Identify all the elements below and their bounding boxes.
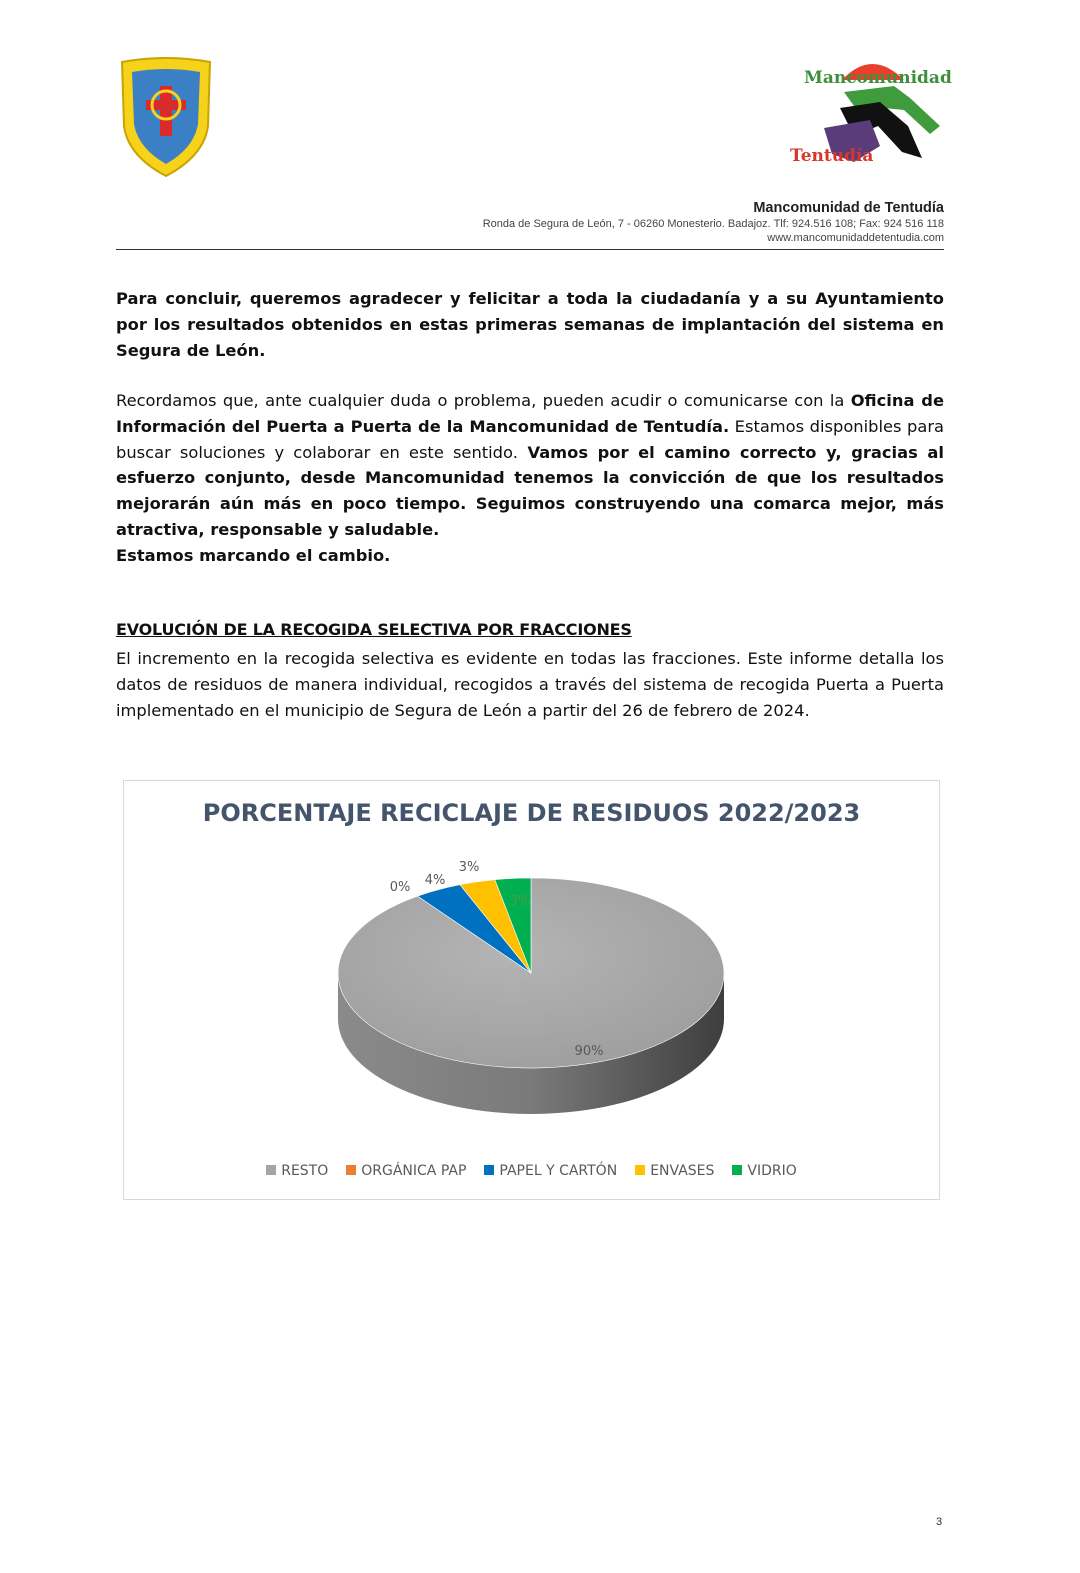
contact-paragraph xyxy=(116,388,944,543)
data-label-resto: 90% xyxy=(574,1044,604,1059)
section-heading: EVOLUCIÓN DE LA RECOGIDA SELECTIVA POR FRACCIONES xyxy=(116,620,632,639)
conviction-text: Vamos por el camino correcto y, gracias al esfuerzo conjunto, desde Mancomunidad tenemos la convicción de que los resultados mejorarán aún más en poco tiempo. Seguimos construyendo una comarca mejor, más atractiva, responsable y saludable. xyxy=(116,442,944,539)
organization-name: Mancomunidad de Tentudía xyxy=(753,200,944,216)
legend-swatch-organica xyxy=(346,1165,356,1175)
organization-website: www.mancomunidaddetentudia.com xyxy=(767,232,944,244)
header-divider xyxy=(116,249,944,250)
contact-text-intro: Recordamos que, ante cualquier duda o problema, pueden acudir o comunicarse con la xyxy=(116,391,851,410)
chart-legend xyxy=(124,1163,939,1179)
legend-label-envases: ENVASES xyxy=(650,1163,715,1179)
legend-item-papel xyxy=(484,1163,617,1179)
legend-label-resto: RESTO xyxy=(281,1163,329,1179)
legend-item-envases xyxy=(635,1163,714,1179)
legend-swatch-envases xyxy=(635,1165,645,1175)
slogan: Estamos marcando el cambio. xyxy=(116,546,391,565)
legend-item-resto xyxy=(266,1163,328,1179)
closing-paragraph: Para concluir, queremos agradecer y felicitar a toda la ciudadanía y a su Ayuntamiento por los resultados obtenidos en estas primeras semanas de implantación del sistema en Segura de León. xyxy=(116,289,944,360)
legend-item-organica xyxy=(346,1163,466,1179)
data-label-papel: 4% xyxy=(424,873,446,888)
legend-label-organica: ORGÁNICA PAP xyxy=(361,1163,467,1179)
office-name: Oficina de Información del Puerta a Puerta de la Mancomunidad de Tentudía. xyxy=(116,391,944,436)
pie-chart-canvas xyxy=(124,781,939,1199)
organization-address: Ronda de Segura de León, 7 - 06260 Monesterio. Badajoz. Tlf: 924.516 108; Fax: 924 516 118 xyxy=(482,218,944,230)
chart-title: PORCENTAJE RECICLAJE DE RESIDUOS 2022/2023 xyxy=(202,799,861,827)
pie-chart xyxy=(123,780,940,1200)
availability-text: Estamos disponibles para buscar soluciones y colaborar en este sentido. xyxy=(116,416,945,462)
legend-swatch-resto xyxy=(266,1165,276,1175)
data-label-envases: 3% xyxy=(458,860,480,875)
legend-item-vidrio xyxy=(732,1163,796,1179)
data-label-organica: 0% xyxy=(389,880,411,895)
legend-swatch-vidrio xyxy=(732,1165,742,1175)
municipal-crest-logo xyxy=(118,56,214,178)
data-label-vidrio: 3% xyxy=(509,894,531,909)
legend-swatch-papel xyxy=(484,1165,494,1175)
legend-label-papel: PAPEL Y CARTÓN xyxy=(499,1163,618,1179)
section-paragraph: El incremento en la recogida selectiva es evidente en todas las fracciones. Este informe detalla los datos de residuos de manera individual, recogidos a través del sistema de recogida Puerta a Puerta implementado en el municipio de Segura de León a partir del 26 de febrero de 2024. xyxy=(116,649,944,720)
logo-word-tentudia: Tentudía xyxy=(790,146,874,166)
legend-label-vidrio: VIDRIO xyxy=(747,1163,797,1179)
logo-word-mancomunidad: Mancomunidad xyxy=(804,68,952,88)
page-number: 3 xyxy=(936,1516,943,1528)
